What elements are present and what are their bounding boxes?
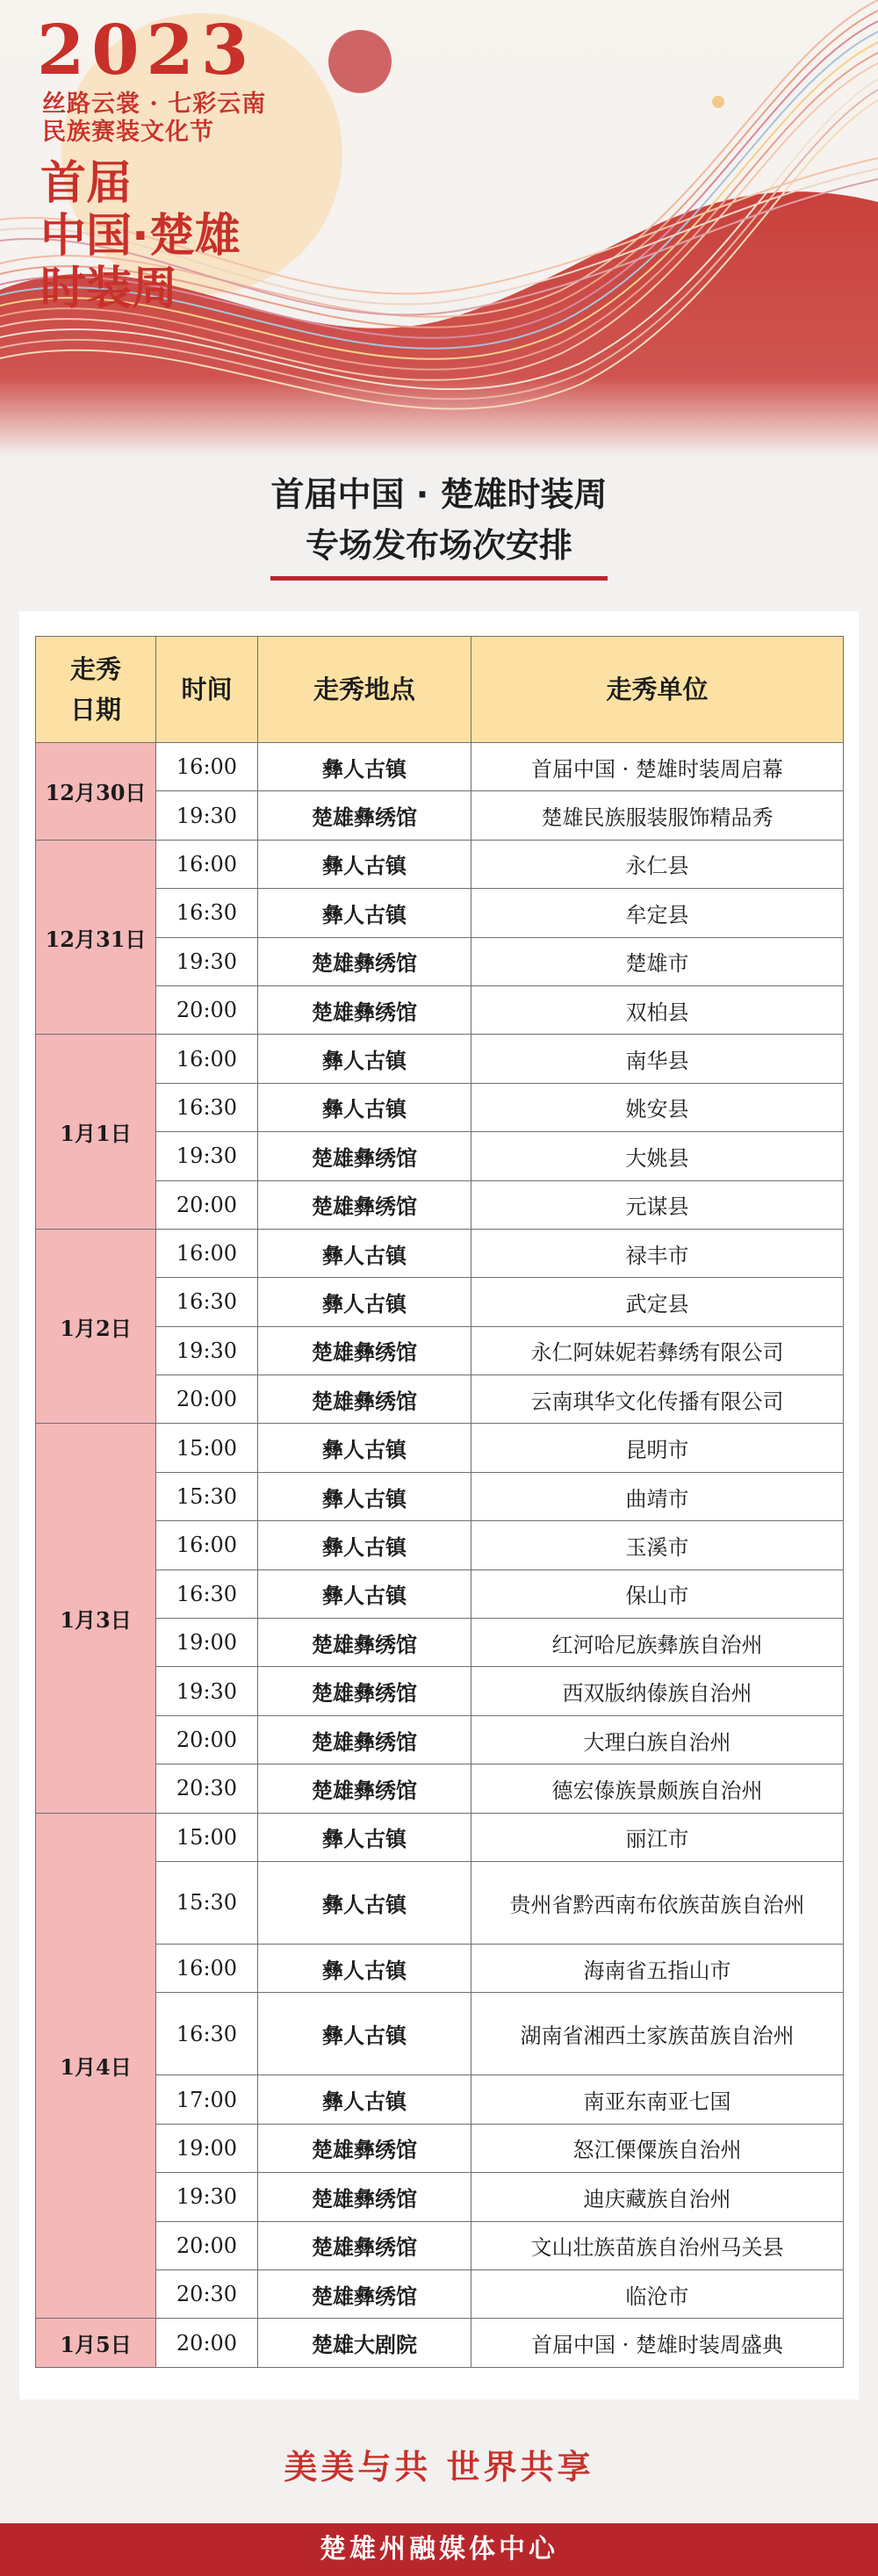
unit-cell: 首届中国 · 楚雄时装周盛典 [471,2319,844,2367]
table-row [36,1944,844,1992]
table-row [36,1861,844,1944]
place-cell: 楚雄大剧院 [258,2319,471,2367]
unit-cell: 楚雄市 [471,937,844,985]
table-row [36,1619,844,1667]
place-cell: 楚雄彝绣馆 [258,1667,471,1715]
table-row [36,1229,844,1277]
unit-cell: 红河哈尼族彝族自治州 [471,1619,844,1667]
table-row [36,1813,844,1861]
time-cell: 15:00 [156,1813,258,1861]
date-cell: 1月5日 [36,2319,156,2367]
section-heading-1: 首届中国 · 楚雄时装周 [270,475,608,514]
table-row [36,985,844,1034]
heading-underline [270,576,608,581]
banner-title-3: 时装周 [40,263,178,315]
unit-cell: 德宏傣族景颇族自治州 [471,1764,844,1813]
table-row [36,1326,844,1375]
table-row [36,1132,844,1180]
place-cell: 彝人古镇 [258,1861,471,1944]
time-cell: 16:30 [156,1083,258,1131]
unit-cell: 海南省五指山市 [471,1944,844,1992]
table-row [36,1667,844,1715]
place-cell: 楚雄彝绣馆 [258,1764,471,1813]
schedule-table [35,636,844,2368]
unit-cell: 双柏县 [471,985,844,1034]
date-cell: 12月30日 [36,743,156,841]
table-row [36,1764,844,1813]
table-header-row [36,637,844,743]
header-time: 时间 [156,637,258,743]
place-cell: 彝人古镇 [258,1035,471,1083]
unit-cell: 云南琪华文化传播有限公司 [471,1375,844,1424]
place-cell: 楚雄彝绣馆 [258,1715,471,1764]
time-cell: 15:30 [156,1472,258,1520]
unit-cell: 首届中国 · 楚雄时装周启幕 [471,743,844,791]
unit-cell: 元谋县 [471,1180,844,1229]
table-row [36,2319,844,2367]
time-cell: 20:00 [156,2319,258,2367]
unit-cell: 楚雄民族服装服饰精品秀 [471,791,844,840]
table-row [36,1521,844,1569]
table-row [36,840,844,888]
header-date [36,637,156,743]
table-row [36,1035,844,1083]
table-row [36,1083,844,1131]
place-cell: 彝人古镇 [258,1944,471,1992]
time-cell: 20:00 [156,1180,258,1229]
place-cell: 楚雄彝绣馆 [258,1132,471,1180]
unit-cell: 玉溪市 [471,1521,844,1569]
schedule-body [36,743,844,2368]
time-cell: 16:00 [156,1521,258,1569]
time-cell: 17:00 [156,2075,258,2124]
table-row [36,1993,844,2075]
place-cell: 楚雄彝绣馆 [258,791,471,840]
place-cell: 楚雄彝绣馆 [258,2173,471,2221]
time-cell: 15:00 [156,1424,258,1472]
unit-cell: 牟定县 [471,889,844,937]
slogan: 美美与共 世界共享 [284,2447,594,2486]
unit-cell: 南亚东南亚七国 [471,2075,844,2124]
place-cell: 彝人古镇 [258,1813,471,1861]
place-cell: 楚雄彝绣馆 [258,1180,471,1229]
time-cell: 19:30 [156,1667,258,1715]
time-cell: 20:30 [156,2269,258,2318]
unit-cell: 临沧市 [471,2269,844,2318]
place-cell: 楚雄彝绣馆 [258,2124,471,2172]
place-cell: 彝人古镇 [258,1521,471,1569]
place-cell: 彝人古镇 [258,1993,471,2075]
header-date-line2: 日期 [69,695,121,725]
red-dot [328,30,392,93]
time-cell: 19:30 [156,2173,258,2221]
table-row [36,1472,844,1520]
table-row [36,889,844,937]
place-cell: 彝人古镇 [258,1229,471,1277]
table-row [36,743,844,791]
date-cell: 12月31日 [36,840,156,1035]
unit-cell: 昆明市 [471,1424,844,1472]
unit-cell: 曲靖市 [471,1472,844,1520]
banner-subtitle-1: 丝路云裳 · 七彩云南 [42,90,267,118]
unit-cell: 迪庆藏族自治州 [471,2173,844,2221]
unit-cell: 湖南省湘西土家族苗族自治州 [471,1993,844,2075]
time-cell: 16:00 [156,1944,258,1992]
table-row [36,1278,844,1326]
time-cell: 20:00 [156,1375,258,1424]
place-cell: 楚雄彝绣馆 [258,2221,471,2269]
table-row [36,937,844,985]
place-cell: 楚雄彝绣馆 [258,937,471,985]
banner-subtitle-2: 民族赛装文化节 [42,119,214,146]
time-cell: 16:30 [156,1993,258,2075]
time-cell: 16:30 [156,889,258,937]
banner-year: 2023 [37,11,256,90]
unit-cell: 西双版纳傣族自治州 [471,1667,844,1715]
table-row [36,791,844,840]
footer-bar [0,2523,878,2576]
place-cell: 彝人古镇 [258,1278,471,1326]
place-cell: 楚雄彝绣馆 [258,1619,471,1667]
unit-cell: 怒江傈僳族自治州 [471,2124,844,2172]
banner-title-1: 首届 [40,157,133,210]
header-place: 走秀地点 [258,637,471,743]
time-cell: 19:30 [156,791,258,840]
place-cell: 彝人古镇 [258,1472,471,1520]
table-row [36,2221,844,2269]
time-cell: 16:00 [156,840,258,888]
table-row [36,1180,844,1229]
time-cell: 16:30 [156,1569,258,1618]
banner-title-2: 中国·楚雄 [40,210,241,263]
table-row [36,1424,844,1472]
time-cell: 15:30 [156,1861,258,1944]
table-row [36,2075,844,2124]
header-unit: 走秀单位 [471,637,844,743]
place-cell: 彝人古镇 [258,1424,471,1472]
date-cell: 1月2日 [36,1229,156,1424]
unit-cell: 南华县 [471,1035,844,1083]
table-row [36,1375,844,1424]
unit-cell: 保山市 [471,1569,844,1618]
place-cell: 楚雄彝绣馆 [258,1375,471,1424]
time-cell: 19:30 [156,937,258,985]
table-row [36,2269,844,2318]
time-cell: 16:00 [156,1229,258,1277]
time-cell: 19:30 [156,1326,258,1375]
footer-text: 楚雄州融媒体中心 [320,2534,558,2565]
place-cell: 彝人古镇 [258,889,471,937]
date-cell: 1月3日 [36,1424,156,1813]
unit-cell: 禄丰市 [471,1229,844,1277]
time-cell: 16:00 [156,743,258,791]
time-cell: 19:00 [156,1619,258,1667]
unit-cell: 贵州省黔西南布依族苗族自治州 [471,1861,844,1944]
place-cell: 彝人古镇 [258,743,471,791]
table-row [36,2124,844,2172]
place-cell: 彝人古镇 [258,2075,471,2124]
unit-cell: 永仁县 [471,840,844,888]
time-cell: 20:00 [156,985,258,1034]
place-cell: 彝人古镇 [258,1569,471,1618]
date-cell: 1月4日 [36,1813,156,2319]
unit-cell: 永仁阿妹妮若彝绣有限公司 [471,1326,844,1375]
hero-banner [0,0,878,501]
unit-cell: 武定县 [471,1278,844,1326]
table-row [36,1569,844,1618]
time-cell: 16:30 [156,1278,258,1326]
time-cell: 20:00 [156,2221,258,2269]
place-cell: 楚雄彝绣馆 [258,2269,471,2318]
place-cell: 楚雄彝绣馆 [258,1326,471,1375]
time-cell: 20:30 [156,1764,258,1813]
section-heading-2: 专场发布场次安排 [305,526,572,565]
place-cell: 彝人古镇 [258,1083,471,1131]
time-cell: 19:30 [156,1132,258,1180]
table-row [36,2173,844,2221]
time-cell: 20:00 [156,1715,258,1764]
time-cell: 16:00 [156,1035,258,1083]
unit-cell: 丽江市 [471,1813,844,1861]
unit-cell: 文山壮族苗族自治州马关县 [471,2221,844,2269]
unit-cell: 大理白族自治州 [471,1715,844,1764]
unit-cell: 姚安县 [471,1083,844,1131]
unit-cell: 大姚县 [471,1132,844,1180]
time-cell: 19:00 [156,2124,258,2172]
table-row [36,1715,844,1764]
date-cell: 1月1日 [36,1035,156,1230]
header-date-line1: 走秀 [69,654,121,684]
place-cell: 彝人古镇 [258,840,471,888]
place-cell: 楚雄彝绣馆 [258,985,471,1034]
